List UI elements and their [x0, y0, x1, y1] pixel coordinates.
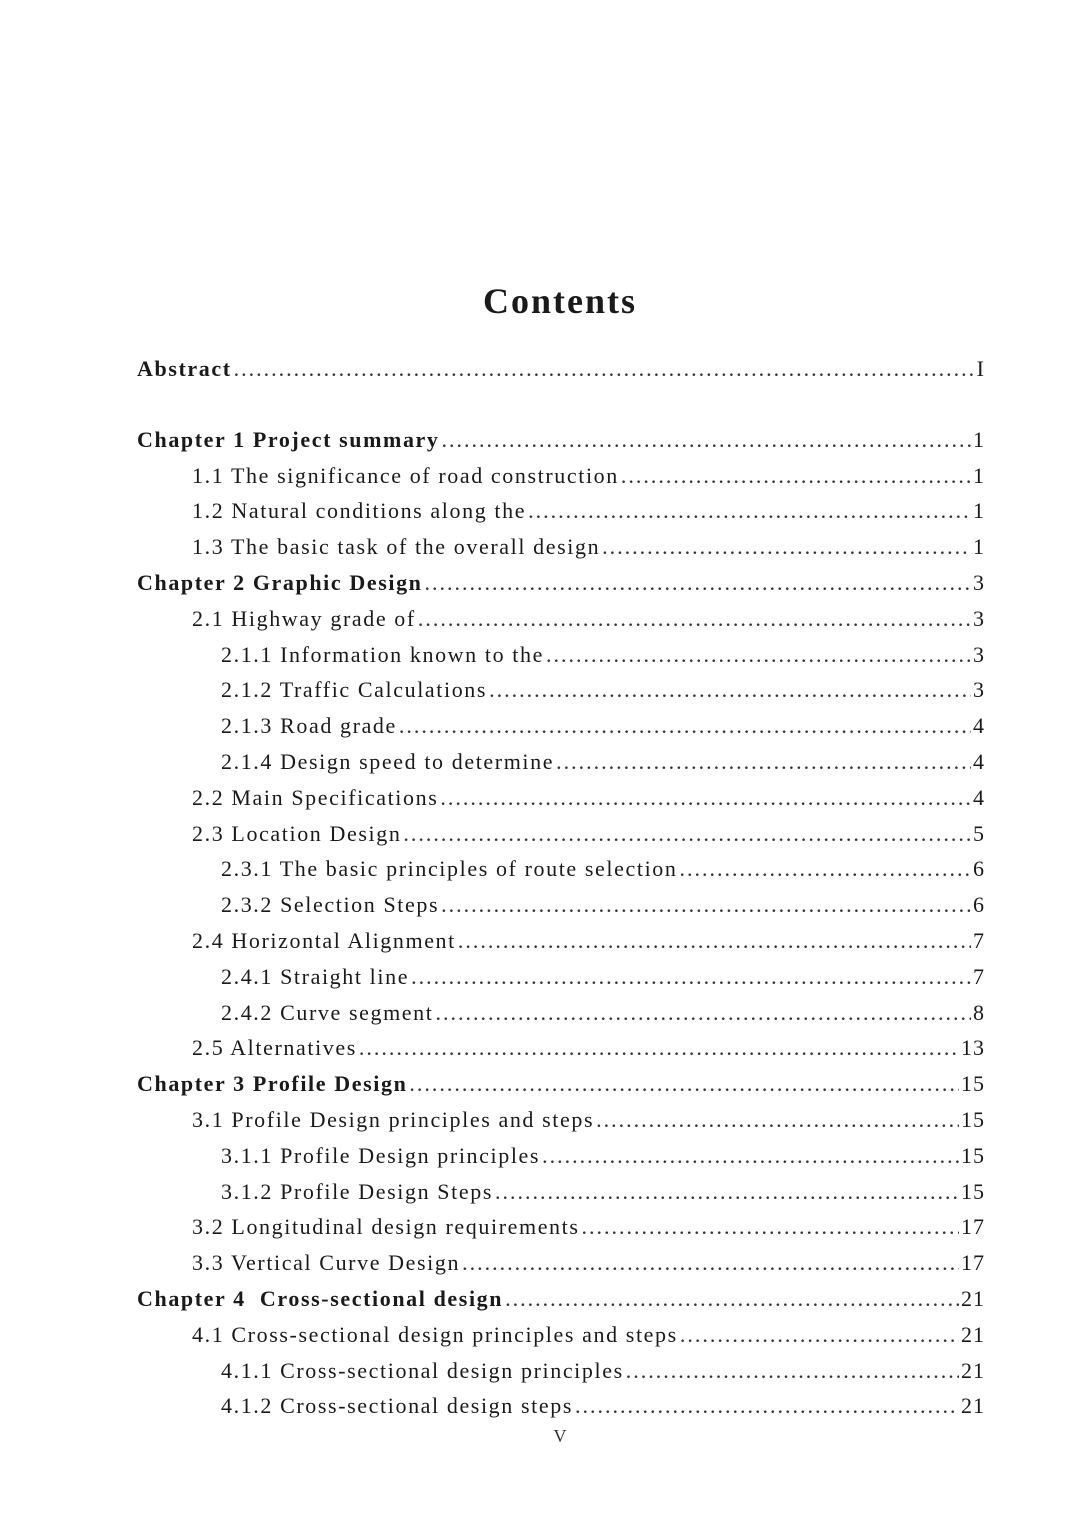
toc-entry-label: 2.3.2 Selection Steps: [221, 892, 440, 918]
toc-entry-label: 2.4.1 Straight line: [221, 963, 410, 989]
toc-entry-2-3-2[interactable]: [137, 892, 985, 928]
toc-entry-page: 15: [961, 1071, 985, 1097]
toc-entry-label: 3.1 Profile Design principles and steps: [192, 1106, 595, 1132]
toc-entry-label: 3.1.1 Profile Design principles: [221, 1142, 541, 1168]
toc-entry-page: I: [976, 356, 985, 381]
toc-entry-page: 15: [961, 1178, 985, 1204]
toc-entry-label: Chapter 2 Graphic Design: [137, 569, 423, 595]
toc-entry-2-1[interactable]: [137, 606, 985, 642]
toc-entry-page: 4: [973, 713, 985, 739]
toc-entry-chapter-3[interactable]: [137, 1071, 985, 1107]
toc-entry-label: Abstract: [137, 356, 232, 381]
toc-entry-page: 15: [961, 1106, 985, 1132]
dot-leader: [582, 1214, 959, 1240]
toc-entry-label: 1.2 Natural conditions along the: [192, 498, 527, 524]
toc-entry-label: 4.1 Cross-sectional design principles and steps: [192, 1321, 678, 1347]
toc-entry-label: 2.1 Highway grade of: [192, 605, 416, 631]
toc-entry-page: 6: [973, 892, 985, 918]
dot-leader: [418, 606, 971, 632]
toc-entry-label: 2.3.1 The basic principles of route selection: [221, 856, 678, 882]
toc-entry-label: 4.1.1 Cross-sectional design principles: [221, 1357, 624, 1383]
toc-entry-2-4-1[interactable]: [137, 964, 985, 1000]
dot-leader: [458, 928, 971, 954]
toc-entry-4-1-1[interactable]: [137, 1358, 985, 1394]
toc-entry-label: 2.1.3 Road grade: [221, 713, 397, 739]
table-of-contents: [137, 356, 985, 1429]
toc-entry-page: 5: [973, 820, 985, 846]
toc-entry-label: 2.1.4 Design speed to determine: [221, 748, 555, 774]
dot-leader: [441, 892, 971, 918]
toc-entry-page: 17: [961, 1214, 985, 1240]
toc-entry-label: 2.1.2 Traffic Calculations: [221, 677, 488, 703]
toc-entry-page: 1: [973, 498, 985, 524]
dot-leader: [626, 1358, 959, 1384]
toc-entry-2-5[interactable]: [137, 1035, 985, 1071]
toc-entry-page: 21: [961, 1285, 985, 1311]
toc-entry-page: 8: [973, 999, 985, 1025]
toc-entry-page: 4: [973, 784, 985, 810]
toc-entry-page: 15: [961, 1142, 985, 1168]
dot-leader: [440, 785, 971, 811]
toc-entry-3-2[interactable]: [137, 1214, 985, 1250]
toc-entry-label: 2.5 Alternatives: [192, 1035, 357, 1061]
toc-entry-page: 7: [973, 927, 985, 953]
dot-leader: [679, 856, 971, 882]
dot-leader: [489, 677, 971, 703]
toc-entry-page: 4: [973, 748, 985, 774]
toc-entry-page: 21: [961, 1357, 985, 1383]
toc-entry-1-3[interactable]: [137, 534, 985, 570]
toc-entry-2-2[interactable]: [137, 785, 985, 821]
dot-leader: [399, 713, 971, 739]
dot-leader: [359, 1035, 959, 1061]
toc-entry-3-1-2[interactable]: [137, 1179, 985, 1215]
toc-entry-abstract[interactable]: [137, 356, 985, 392]
toc-entry-page: 3: [973, 641, 985, 667]
dot-leader: [234, 356, 975, 382]
dot-leader: [542, 1143, 959, 1169]
dot-leader: [556, 749, 971, 775]
dot-leader: [425, 570, 971, 596]
toc-entry-chapter-4[interactable]: [137, 1286, 985, 1322]
toc-entry-label: 3.2 Longitudinal design requirements: [192, 1214, 580, 1240]
toc-entry-label: 3.3 Vertical Curve Design: [192, 1250, 461, 1276]
toc-entry-4-1[interactable]: [137, 1322, 985, 1358]
toc-entry-label: 2.4 Horizontal Alignment: [192, 927, 456, 953]
toc-entry-page: 3: [973, 677, 985, 703]
toc-entry-2-1-2[interactable]: [137, 677, 985, 713]
dot-leader: [442, 427, 971, 453]
toc-entry-chapter-1[interactable]: [137, 427, 985, 463]
toc-entry-label: 1.1 The significance of road construction: [192, 462, 619, 488]
toc-entry-page: 1: [973, 462, 985, 488]
toc-entry-label: 4.1.2 Cross-sectional design steps: [221, 1393, 573, 1419]
toc-entry-2-3[interactable]: [137, 821, 985, 857]
toc-entry-page: 13: [961, 1035, 985, 1061]
toc-entry-2-1-4[interactable]: [137, 749, 985, 785]
dot-leader: [435, 1000, 971, 1026]
toc-entry-page: 1: [973, 426, 985, 452]
toc-entry-2-1-1[interactable]: [137, 642, 985, 678]
toc-entry-page: 7: [973, 963, 985, 989]
toc-entry-label: 2.1.1 Information known to the: [221, 641, 544, 667]
toc-entry-3-1[interactable]: [137, 1107, 985, 1143]
dot-leader: [575, 1393, 959, 1419]
dot-leader: [602, 534, 971, 560]
toc-entry-2-1-3[interactable]: [137, 713, 985, 749]
toc-entry-label: Chapter 3 Profile Design: [137, 1071, 408, 1097]
dot-leader: [528, 498, 971, 524]
dot-leader: [505, 1286, 959, 1312]
toc-entry-page: 17: [961, 1250, 985, 1276]
dot-leader: [462, 1250, 959, 1276]
toc-entry-4-1-2[interactable]: [137, 1393, 985, 1429]
dot-leader: [680, 1322, 959, 1348]
toc-entry-label: 2.3 Location Design: [192, 820, 402, 846]
toc-entry-label: 1.3 The basic task of the overall design: [192, 534, 601, 560]
dot-leader: [621, 463, 971, 489]
toc-entry-page: 1: [973, 534, 985, 560]
toc-entry-label: Chapter 1 Project summary: [137, 426, 440, 452]
toc-entry-label: Chapter 4 Cross-sectional design: [137, 1285, 504, 1311]
toc-entry-1-2[interactable]: [137, 498, 985, 534]
dot-leader: [495, 1179, 959, 1205]
toc-entry-label: 2.2 Main Specifications: [192, 784, 439, 810]
toc-entry-label: 2.4.2 Curve segment: [221, 999, 434, 1025]
toc-entry-page: 6: [973, 856, 985, 882]
toc-entry-2-4[interactable]: [137, 928, 985, 964]
dot-leader: [546, 642, 971, 668]
page-title: Contents: [482, 281, 637, 321]
toc-entry-3-1-1[interactable]: [137, 1143, 985, 1179]
dot-leader: [596, 1107, 959, 1133]
toc-entry-1-1[interactable]: [137, 463, 985, 499]
toc-entry-2-3-1[interactable]: [137, 856, 985, 892]
dot-leader: [409, 1071, 959, 1097]
toc-entry-2-4-2[interactable]: [137, 1000, 985, 1036]
toc-entry-label: 3.1.2 Profile Design Steps: [221, 1178, 493, 1204]
toc-entry-page: 3: [973, 605, 985, 631]
toc-entry-page: 21: [961, 1321, 985, 1347]
toc-entry-chapter-2[interactable]: [137, 570, 985, 606]
toc-entry-3-3[interactable]: [137, 1250, 985, 1286]
page-number: V: [553, 1426, 567, 1446]
dot-leader: [411, 964, 971, 990]
toc-entry-page: 21: [961, 1393, 985, 1419]
toc-entry-page: 3: [973, 569, 985, 595]
dot-leader: [403, 821, 971, 847]
